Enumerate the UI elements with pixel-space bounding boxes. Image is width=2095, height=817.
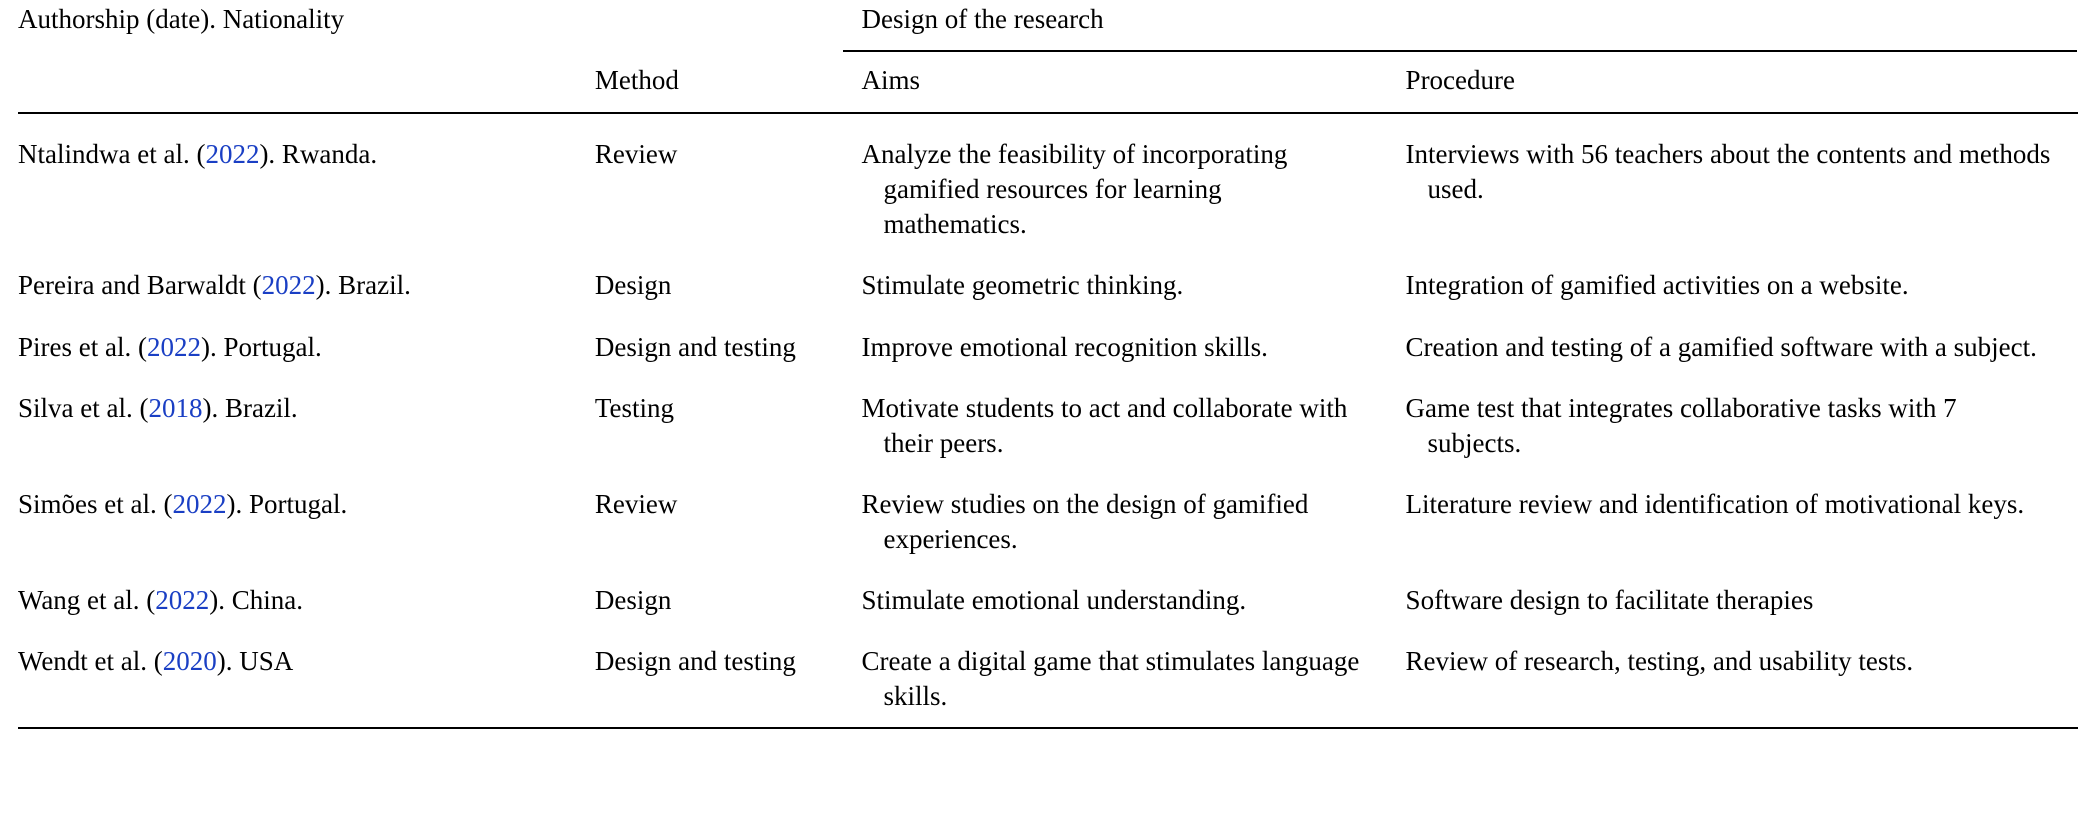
author-nationality: ). China.: [209, 585, 304, 616]
cell-method: Design: [594, 270, 672, 301]
author-name: Wang et al. (: [18, 585, 156, 616]
table-row: [18, 378, 2078, 474]
aims-text: Analyze the feasibility of incorporating gamified resources for learning mathematics.: [861, 139, 1288, 240]
author-nationality: ). Rwanda.: [259, 139, 378, 170]
cell-authorship: [18, 378, 577, 474]
aims-text: Stimulate geometric thinking.: [861, 270, 1184, 301]
cell-procedure: [1386, 474, 2078, 570]
citation-year-link[interactable]: 2022: [172, 488, 227, 519]
procedure-text: Interviews with 56 teachers about the contents and methods used.: [1405, 139, 2051, 205]
cell-procedure: [1386, 255, 2078, 316]
author-name: Ntalindwa et al. (: [18, 139, 206, 170]
cell-procedure: [1386, 631, 2078, 727]
cell-method: Review: [594, 488, 678, 519]
procedure-text: Software design to facilitate therapies: [1405, 585, 1814, 616]
cell-aims: [842, 124, 1386, 255]
cell-authorship: [18, 255, 577, 316]
cell-aims: [842, 631, 1386, 727]
table-row: [18, 255, 2078, 316]
aims-text: Improve emotional recognition skills.: [861, 331, 1268, 362]
header-authorship: Authorship (date). Nationality: [18, 4, 345, 34]
aims-text: Motivate students to act and collaborate with their peers.: [861, 392, 1348, 458]
author-nationality: ). USA: [216, 646, 294, 677]
cell-procedure: [1386, 570, 2078, 631]
header-rule-gap: [18, 113, 2078, 124]
table-row: [18, 570, 2078, 631]
cell-aims: [842, 255, 1386, 316]
citation-year-link[interactable]: 2022: [155, 585, 210, 616]
research-summary-table: [18, 0, 2078, 727]
header-row-sub: [18, 53, 2078, 112]
citation-year-link[interactable]: 2018: [148, 392, 203, 423]
citation-year-link[interactable]: 2020: [162, 646, 217, 677]
aims-text: Stimulate emotional understanding.: [861, 585, 1247, 616]
cell-authorship: [18, 570, 577, 631]
cell-procedure: [1386, 317, 2078, 378]
header-method: Method: [594, 65, 679, 96]
cell-procedure: [1386, 378, 2078, 474]
citation-year-link[interactable]: 2022: [146, 331, 201, 362]
cell-method: Design and testing: [594, 331, 796, 362]
author-nationality: ). Portugal.: [226, 488, 348, 519]
cell-method: Design: [594, 585, 672, 616]
header-procedure: Procedure: [1405, 65, 1515, 96]
table-row: [18, 631, 2078, 727]
header-authorship-spacer: [18, 53, 577, 112]
cell-authorship: [18, 317, 577, 378]
cell-method: Testing: [594, 392, 674, 423]
cell-procedure: [1386, 124, 2078, 255]
author-name: Simões et al. (: [18, 488, 173, 519]
aims-text: Review studies on the design of gamified experiences.: [861, 488, 1309, 554]
aims-text: Create a digital game that stimulates language skills.: [861, 646, 1360, 712]
table-row: [18, 124, 2078, 255]
cell-aims: [842, 378, 1386, 474]
header-spacer: [577, 0, 842, 49]
cell-method: Review: [594, 139, 678, 170]
cell-authorship: [18, 474, 577, 570]
author-nationality: ). Portugal.: [200, 331, 322, 362]
author-name: Pires et al. (: [18, 331, 147, 362]
citation-year-link[interactable]: 2022: [205, 139, 260, 170]
author-nationality: ). Brazil.: [202, 392, 298, 423]
cell-aims: [842, 317, 1386, 378]
table-bottom-rule: [18, 727, 2078, 729]
citation-year-link[interactable]: 2022: [261, 270, 316, 301]
cell-authorship: [18, 124, 577, 255]
header-design-group: Design of the research: [861, 4, 1104, 34]
cell-method: Design and testing: [594, 646, 796, 677]
author-name: Pereira and Barwaldt (: [18, 270, 262, 301]
procedure-text: Review of research, testing, and usability tests.: [1405, 646, 1914, 677]
table-row: [18, 317, 2078, 378]
cell-aims: [842, 474, 1386, 570]
table-body: [18, 124, 2078, 727]
author-nationality: ). Brazil.: [315, 270, 411, 301]
header-row-top: [18, 0, 2078, 49]
table-header: [18, 0, 2078, 124]
header-aims: Aims: [861, 65, 921, 96]
procedure-text: Game test that integrates collaborative tasks with 7 subjects.: [1405, 392, 1957, 458]
cell-aims: [842, 570, 1386, 631]
procedure-text: Creation and testing of a gamified software with a subject.: [1405, 331, 2037, 362]
author-name: Silva et al. (: [18, 392, 149, 423]
procedure-text: Integration of gamified activities on a website.: [1405, 270, 1909, 301]
author-name: Wendt et al. (: [18, 646, 163, 677]
procedure-text: Literature review and identification of motivational keys.: [1405, 488, 2025, 519]
cell-authorship: [18, 631, 577, 727]
table-row: [18, 474, 2078, 570]
